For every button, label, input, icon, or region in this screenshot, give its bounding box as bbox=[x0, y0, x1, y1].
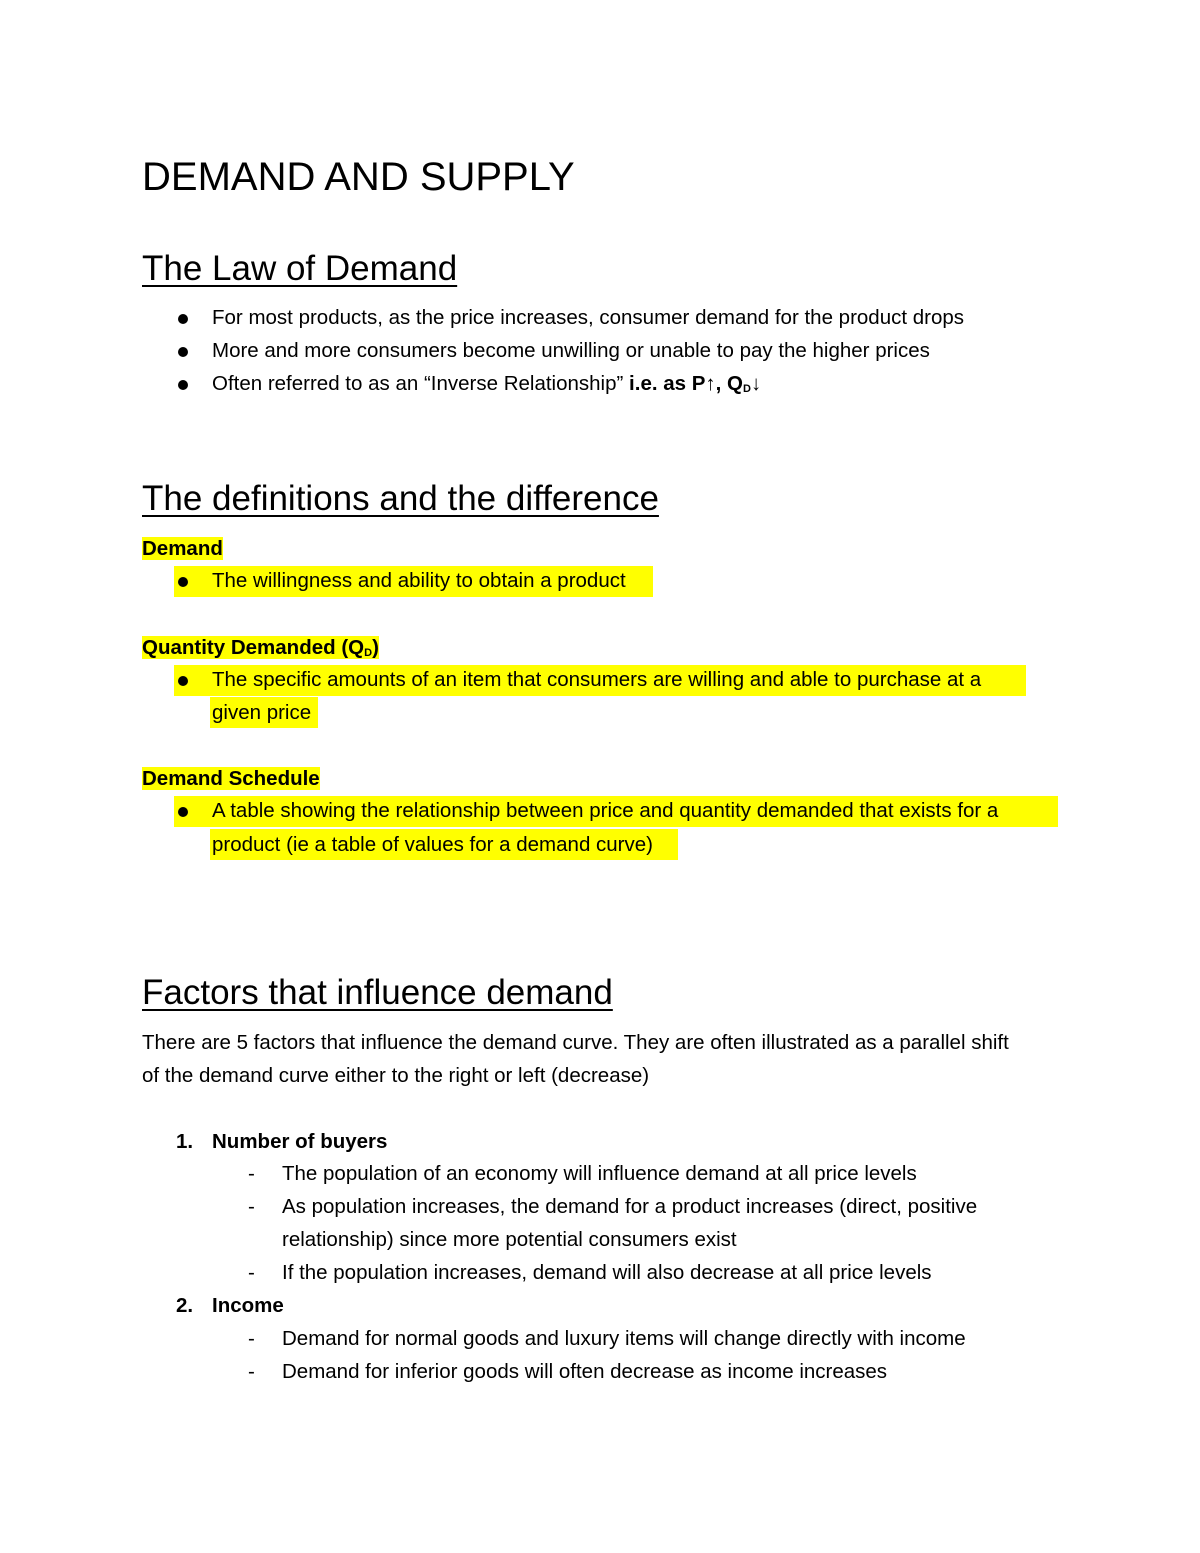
arrow-down-icon: ↓ bbox=[750, 372, 762, 395]
document-title: DEMAND AND SUPPLY bbox=[142, 155, 575, 199]
term-demand-label: Demand bbox=[142, 537, 223, 560]
schedule-definition-line1: A table showing the relationship between price and quantity demanded that exists for a bbox=[212, 799, 999, 822]
factors-intro-line1: There are 5 factors that influence the demand curve. They are often illustrated as a parallel shift bbox=[142, 1031, 1009, 1054]
factor-label-income: Income bbox=[212, 1294, 284, 1317]
qd-definition-line1: The specific amounts of an item that consumers are willing and able to purchase at a bbox=[212, 668, 982, 691]
bullet-icon bbox=[178, 380, 188, 390]
bullet-icon bbox=[178, 347, 188, 357]
law-bullet-3-text: Often referred to as an “Inverse Relationship” bbox=[212, 372, 630, 395]
bullet-icon bbox=[178, 314, 188, 324]
bullet-icon bbox=[178, 577, 188, 587]
arrow-up-icon: ↑ bbox=[705, 372, 716, 395]
law-bullet-3-comma: , Q bbox=[715, 372, 743, 395]
dash-marker: - bbox=[248, 1261, 255, 1284]
demand-definition: The willingness and ability to obtain a product bbox=[212, 569, 626, 592]
factor-label-number-of-buyers: Number of buyers bbox=[212, 1130, 388, 1153]
factor-number: 2. bbox=[176, 1294, 194, 1317]
term-schedule-label: Demand Schedule bbox=[142, 767, 320, 790]
schedule-definition-line2: product (ie a table of values for a demand curve) bbox=[212, 833, 653, 856]
factor-point: If the population increases, demand will also decrease at all price levels bbox=[282, 1261, 932, 1284]
law-bullet-1: For most products, as the price increases, consumer demand for the product drops bbox=[212, 306, 965, 329]
section-heading-factors: Factors that influence demand bbox=[142, 973, 613, 1012]
term-qd-sub: D bbox=[364, 647, 373, 659]
factor-point: Demand for normal goods and luxury items will change directly with income bbox=[282, 1327, 966, 1350]
law-bullet-3-bold: i.e. as P bbox=[629, 372, 706, 395]
factor-point-continued: relationship) since more potential consumers exist bbox=[282, 1228, 737, 1251]
dash-marker: - bbox=[248, 1360, 255, 1383]
factor-point: Demand for inferior goods will often decrease as income increases bbox=[282, 1360, 888, 1383]
factors-intro-line2: of the demand curve either to the right or left (decrease) bbox=[142, 1064, 650, 1087]
term-demand bbox=[142, 533, 223, 565]
term-qd-end: ) bbox=[372, 636, 379, 659]
law-bullet-3 bbox=[212, 368, 761, 405]
bullet-icon bbox=[178, 807, 188, 817]
law-bullet-3-sub: D bbox=[743, 383, 751, 395]
dash-marker: - bbox=[248, 1327, 255, 1350]
section-heading-law-of-demand: The Law of Demand bbox=[142, 249, 458, 288]
dash-marker: - bbox=[248, 1195, 255, 1218]
factor-point: The population of an economy will influence demand at all price levels bbox=[282, 1162, 917, 1185]
factor-point: As population increases, the demand for a product increases (direct, positive bbox=[282, 1195, 978, 1218]
bullet-icon bbox=[178, 676, 188, 686]
section-heading-definitions: The definitions and the difference bbox=[142, 479, 659, 518]
law-bullet-2: More and more consumers become unwilling or unable to pay the higher prices bbox=[212, 339, 930, 362]
term-demand-schedule bbox=[142, 763, 320, 795]
term-qd-label: Quantity Demanded (Q bbox=[142, 636, 365, 659]
factor-number: 1. bbox=[176, 1130, 194, 1153]
dash-marker: - bbox=[248, 1162, 255, 1185]
qd-definition-line2: given price bbox=[212, 701, 312, 724]
